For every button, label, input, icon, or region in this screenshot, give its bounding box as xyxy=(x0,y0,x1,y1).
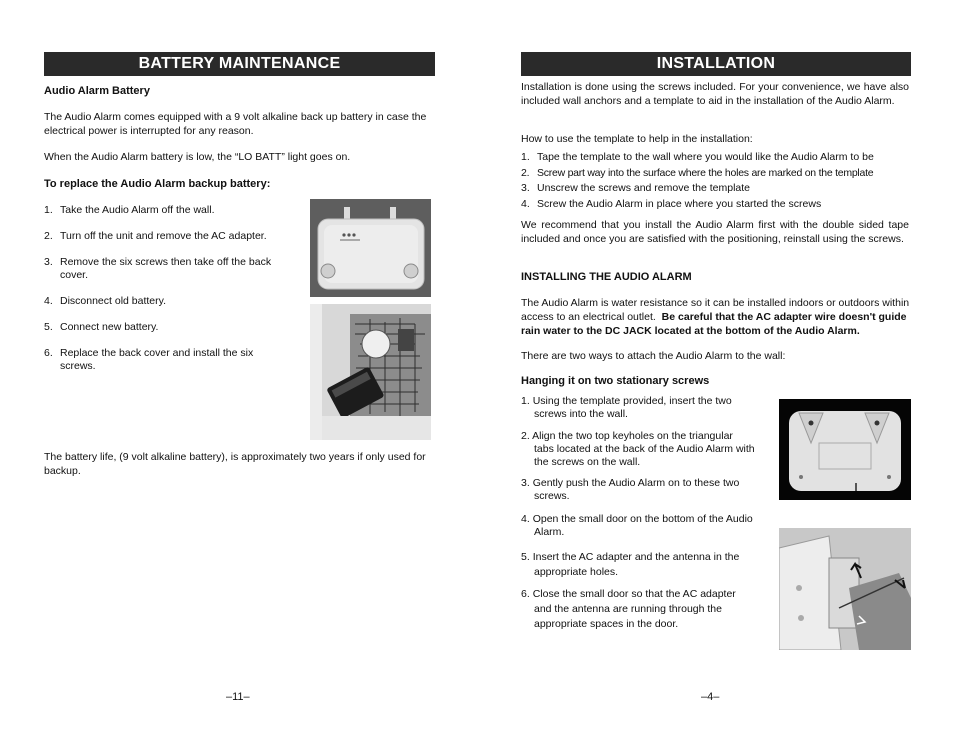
hanging-step-6: 6. Close the small door so that the AC adapter and the antenna are running through the appropriate spaces in the door. xyxy=(521,588,736,630)
page-number-left: –11– xyxy=(226,691,250,703)
template-step-2: 2. Screw part way into the surface where the holes are marked on the template xyxy=(521,167,874,179)
recommend-paragraph: We recommend that you install the Audio Alarm first with the double sided tape included and once you are satisfied with the positioning, reinstall using the screws. xyxy=(521,219,909,245)
installation-banner: INSTALLATION xyxy=(521,52,911,76)
page-number-right: –4– xyxy=(701,691,720,703)
template-howto: How to use the template to help in the installation: xyxy=(521,133,753,145)
hanging-step-4: 4. Open the small door on the bottom of the Audio Alarm. xyxy=(521,513,753,538)
template-step-1: 1. Tape the template to the wall where you would like the Audio Alarm to be xyxy=(521,151,874,163)
replace-battery-heading: To replace the Audio Alarm backup battery: xyxy=(44,178,271,190)
installing-heading: INSTALLING THE AUDIO ALARM xyxy=(521,271,692,283)
hanging-step-3: 3. Gently push the Audio Alarm on to these two screws. xyxy=(521,477,740,502)
battery-step-1: 1. Take the Audio Alarm off the wall. xyxy=(44,204,215,216)
hanging-heading: Hanging it on two stationary screws xyxy=(521,375,710,387)
water-resistance-paragraph: The Audio Alarm is water resistance so it can be installed indoors or outdoors within access to an electrical outlet. Be careful that the AC adapter wire doesn't guide rain water to the DC JACK located at the bottom of the Audio Alarm. xyxy=(521,297,910,337)
battery-compartment-photo xyxy=(310,304,431,440)
audio-alarm-battery-heading: Audio Alarm Battery xyxy=(44,85,150,97)
alarm-unit-illustration xyxy=(310,199,431,297)
battery-intro-paragraph: The Audio Alarm comes equipped with a 9 volt alkaline back up battery in case the electrical power is interrupted for any reason. xyxy=(44,111,427,137)
template-step-3: 3. Unscrew the screws and remove the template xyxy=(521,182,751,194)
installation-intro: Installation is done using the screws included. For your convenience, we have also included wall anchors and a template to aid in the installation of the Audio Alarm. xyxy=(521,81,909,107)
battery-step-3: 3. Remove the six screws then take off the back cover. xyxy=(44,256,272,281)
hanging-step-1: 1. Using the template provided, insert the two screws into the wall. xyxy=(521,395,732,420)
template-step-4: 4. Screw the Audio Alarm in place where you started the screws xyxy=(521,198,822,210)
hanging-step-5: 5. Insert the AC adapter and the antenna in the appropriate holes. xyxy=(521,551,740,578)
battery-compartment-illustration xyxy=(310,304,431,440)
inserting-adapter-photo xyxy=(779,528,911,650)
battery-step-6: 6. Replace the back cover and install the six screws. xyxy=(44,347,254,372)
battery-step-4: 4. Disconnect old battery. xyxy=(44,295,167,307)
hanging-step-2: 2. Align the two top keyholes on the triangular tabs located at the back of the Audio Alarm with the screws on the wall. xyxy=(521,430,755,468)
alarm-back-illustration xyxy=(779,399,911,500)
battery-step-2: 2. Turn off the unit and remove the AC adapter. xyxy=(44,230,267,242)
battery-step-5: 5. Connect new battery. xyxy=(44,321,159,333)
right-page xyxy=(477,0,954,738)
battery-maintenance-banner: BATTERY MAINTENANCE xyxy=(44,52,435,76)
battery-life-paragraph: The battery life, (9 volt alkaline battery), is approximately two years if only used for backup. xyxy=(44,451,426,477)
two-ways-paragraph: There are two ways to attach the Audio Alarm to the wall: xyxy=(521,350,786,362)
inserting-adapter-illustration xyxy=(779,528,911,650)
alarm-back-keyholes-photo xyxy=(779,399,911,500)
lo-batt-paragraph: When the Audio Alarm battery is low, the “LO BATT” light goes on. xyxy=(44,151,351,163)
alarm-unit-photo xyxy=(310,199,431,297)
